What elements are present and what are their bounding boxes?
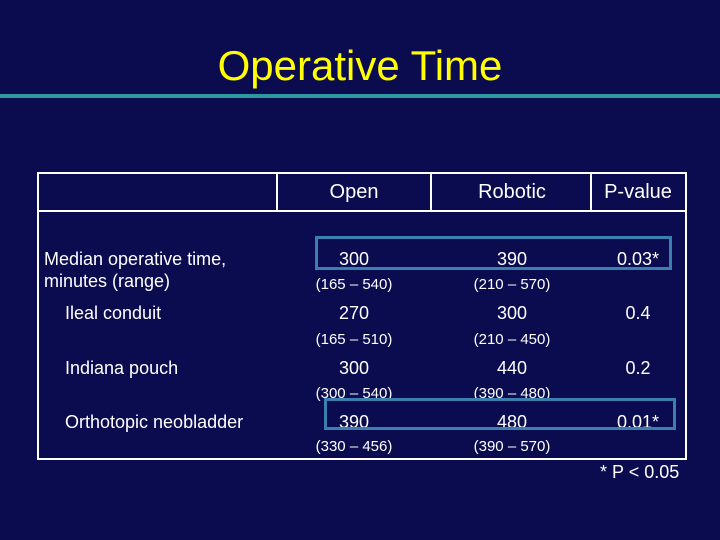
ileal-robotic-range: (210 – 450) — [473, 331, 551, 348]
neobladder-robotic-value: 480 — [496, 412, 528, 432]
indiana-open-range: (300 – 540) — [315, 385, 393, 402]
column-header-open: Open — [329, 181, 379, 203]
header-divider-1 — [276, 174, 278, 212]
highlight-box-median — [315, 236, 672, 270]
row-label-median: Median operative time, — [44, 249, 227, 269]
indiana-open-value: 300 — [338, 358, 370, 378]
row-label-orthotopic-neobladder: Orthotopic neobladder — [65, 412, 244, 432]
ileal-open-range: (165 – 510) — [315, 331, 393, 348]
median-open-value: 300 — [338, 249, 370, 269]
neobladder-open-value: 390 — [338, 412, 370, 432]
neobladder-open-range: (330 – 456) — [315, 438, 393, 455]
ileal-robotic-value: 300 — [496, 303, 528, 323]
column-header-pvalue: P-value — [604, 181, 672, 203]
title-divider — [0, 94, 720, 98]
header-divider-2 — [430, 174, 432, 212]
median-robotic-range: (210 – 570) — [473, 276, 551, 293]
row-label-ileal-conduit: Ileal conduit — [65, 303, 162, 323]
row-label-indiana-pouch: Indiana pouch — [65, 358, 179, 378]
ileal-pvalue: 0.4 — [625, 303, 651, 323]
indiana-pvalue: 0.2 — [625, 358, 651, 378]
highlight-box-neobladder — [324, 398, 676, 430]
footnote: * P < 0.05 — [600, 462, 680, 482]
neobladder-robotic-range: (390 – 570) — [473, 438, 551, 455]
median-pvalue: 0.03* — [616, 249, 660, 269]
median-open-range: (165 – 540) — [315, 276, 393, 293]
header-rule — [39, 210, 685, 212]
row-label-median-line2: minutes (range) — [44, 271, 171, 291]
median-robotic-value: 390 — [496, 249, 528, 269]
ileal-open-value: 270 — [338, 303, 370, 323]
indiana-robotic-range: (390 – 480) — [473, 385, 551, 402]
neobladder-pvalue: 0.01* — [616, 412, 660, 432]
column-header-robotic: Robotic — [478, 181, 546, 203]
indiana-robotic-value: 440 — [496, 358, 528, 378]
page-title: Operative Time — [217, 42, 503, 89]
